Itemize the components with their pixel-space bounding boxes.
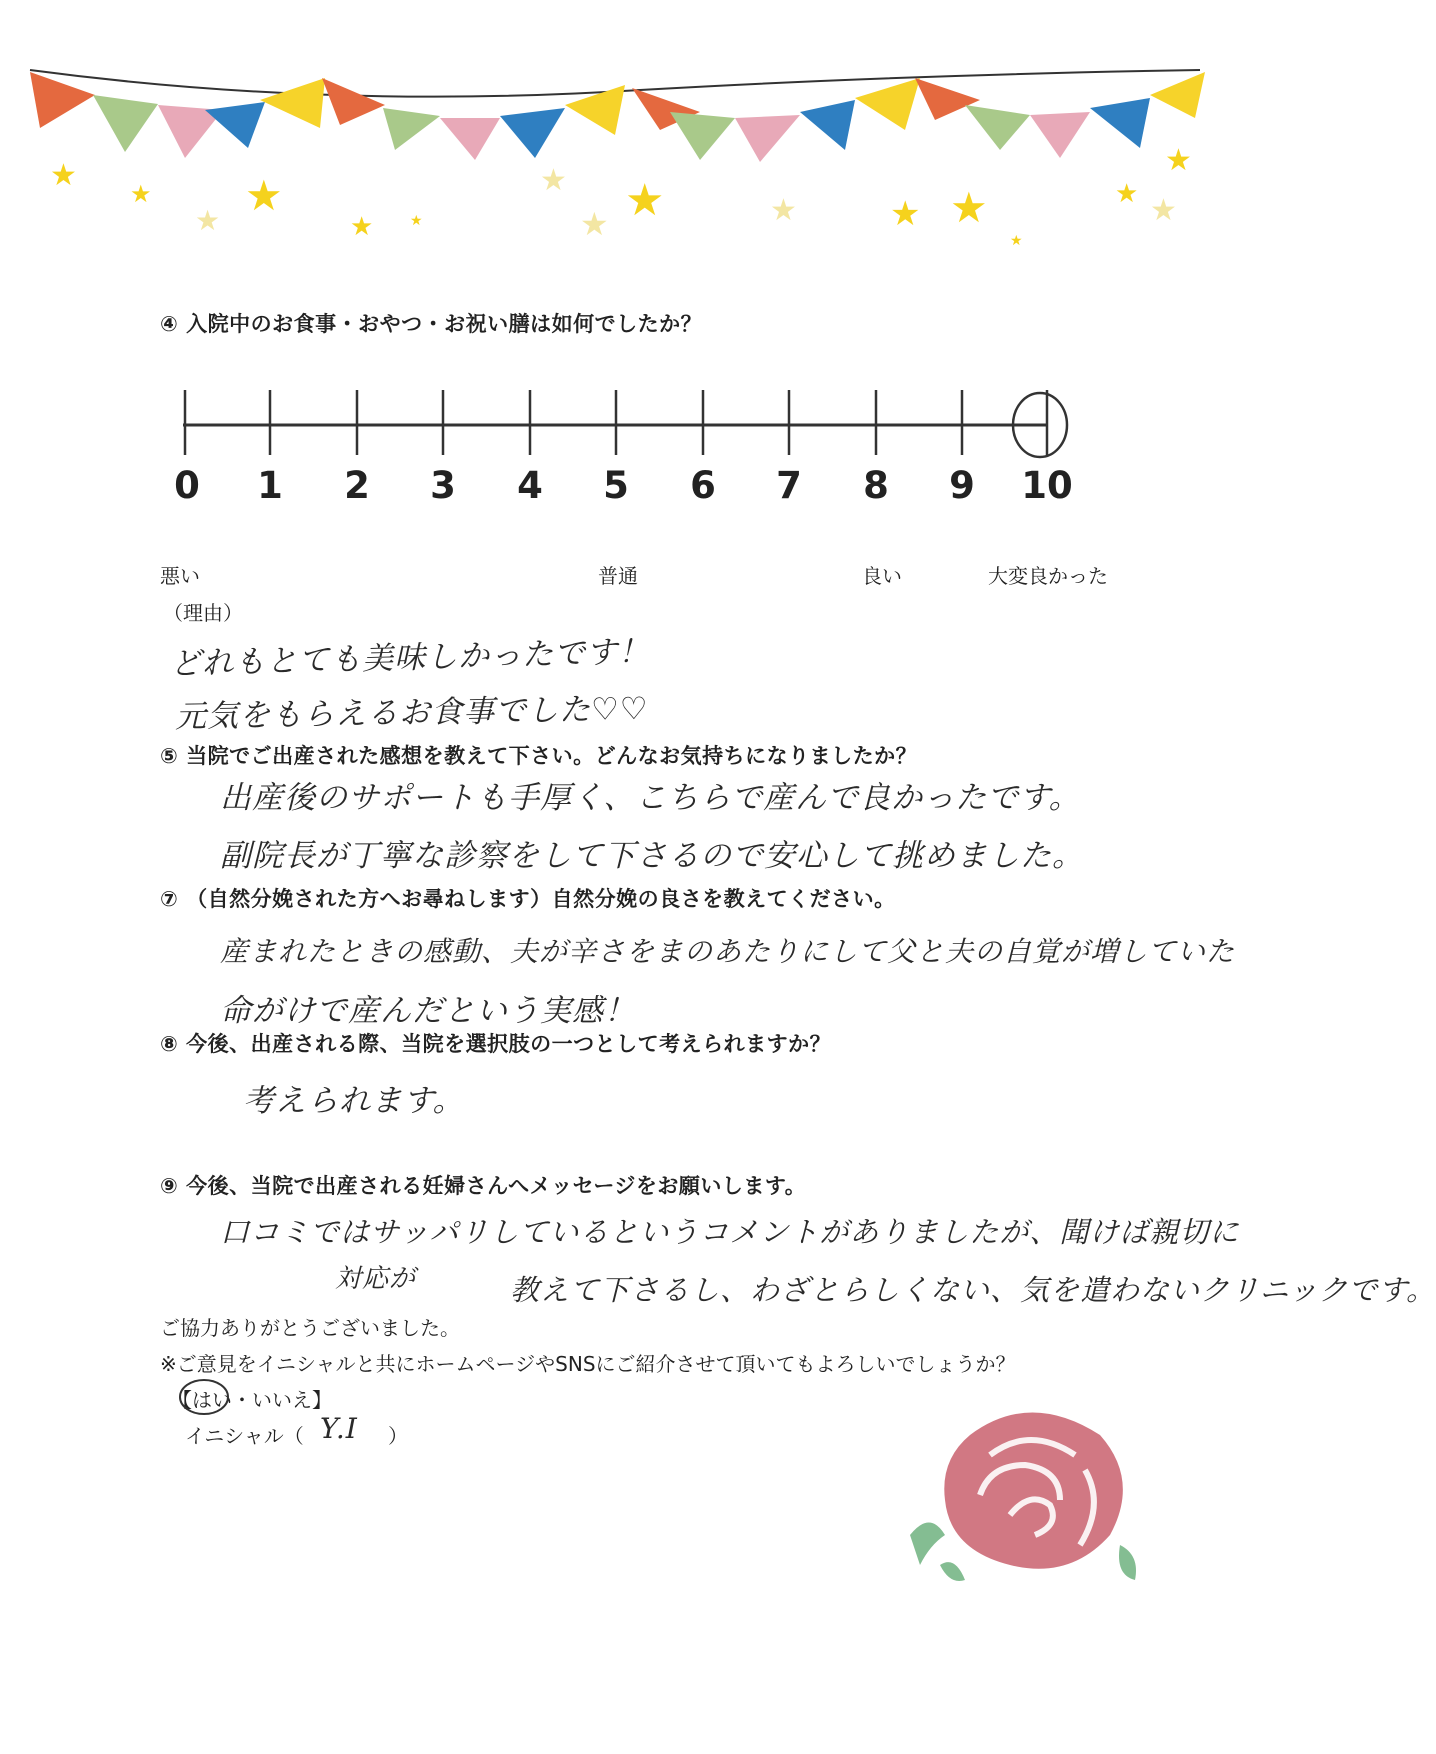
svg-text:★: ★ [130,180,152,208]
question-5: ⑤ 当院でご出産された感想を教えて下さい。どんなお気持ちになりましたか？ [160,744,918,768]
q9-answer-insert: 対応が [335,1264,417,1294]
question-7: ⑦ （自然分娩された方へお尋ねします）自然分娩の良さを教えてください。 [160,887,896,911]
initials-label: イニシャル（ [185,1424,304,1448]
svg-text:★: ★ [195,204,221,237]
bunting-flags [30,72,1205,162]
svg-text:★: ★ [1150,193,1177,228]
svg-text:★: ★ [1115,179,1139,209]
q9-answer-line-1: 口コミではサッパリしているというコメントがありましたが、聞けば親切に [220,1215,1240,1249]
scale-label: 0 [174,464,200,507]
q7-answer-line-1: 産まれたときの感動、夫が辛さをまのあたりにして父と夫の自覚が増していた [220,935,1236,968]
thanks-text: ご協力ありがとうございました。 [160,1316,460,1340]
initials-close: ） [388,1424,408,1448]
scale-label: 2 [344,464,370,507]
scale-label: 9 [949,464,975,507]
svg-text:★: ★ [1010,233,1023,249]
q5-answer-line-2: 副院長が丁寧な診察をして下さるので安心して挑めました。 [220,838,1084,874]
svg-text:★: ★ [770,193,797,228]
q4-answer-line-1: どれもとても美味しかったです！ [169,633,651,683]
q5-answer-line-1: 出産後のサポートも手厚く、こちらで産んで良かったです。 [220,780,1081,816]
svg-text:★: ★ [580,205,609,243]
scale-label: 3 [430,464,456,507]
label-very-good: 大変良かった [988,564,1108,588]
label-normal: 普通 [598,564,638,588]
svg-text:★: ★ [950,183,988,232]
scale-label: 10 [1021,464,1073,507]
svg-text:★: ★ [245,171,283,220]
question-9: ⑨ 今後、当院で出産される妊婦さんへメッセージをお願いします。 [160,1174,807,1198]
scale-label: 1 [257,464,283,507]
question-4: ④ 入院中のお食事・おやつ・お祝い膳は如何でしたか？ [160,312,703,336]
label-bad: 悪い [160,564,200,588]
scale-label: 4 [517,464,543,507]
rose-icon [910,1395,1150,1605]
yes-circle [174,1378,244,1418]
svg-text:★: ★ [540,163,567,198]
reason-label: （理由） [163,601,243,625]
q9-answer-line-2: 教えて下さるし、わざとらしくない、気を遣わないクリニックです。 [510,1273,1436,1307]
q4-answer-line-2: 元気をもらえるお食事でした♡♡ [174,690,649,736]
svg-text:★: ★ [410,213,423,229]
q8-answer: 考えられます。 [243,1083,465,1119]
initials-value: Y.I [320,1412,358,1445]
svg-text:★: ★ [890,194,921,234]
stars-decoration [50,143,1192,249]
svg-text:★: ★ [350,212,374,242]
scale-label: 5 [603,464,629,507]
consent-text: ※ご意見をイニシャルと共にホームページやSNSにご紹介させて頂いてもよろしいでしょうか？ [160,1352,1016,1376]
bunting-decoration [0,0,1241,260]
question-8: ⑧ 今後、出産される際、当院を選択肢の一つとして考えられますか？ [160,1032,832,1056]
consent-options: 【はい・いいえ】 [172,1388,332,1412]
svg-text:★: ★ [1165,143,1192,178]
svg-text:★: ★ [50,158,77,193]
selected-circle [1013,393,1067,457]
q7-answer-line-2: 命がけで産んだという実感！ [220,993,636,1029]
scale-label: 6 [690,464,716,507]
scale-label: 8 [863,464,889,507]
scale-label: 7 [776,464,802,507]
svg-text:★: ★ [625,175,665,226]
label-good: 良い [862,564,902,588]
